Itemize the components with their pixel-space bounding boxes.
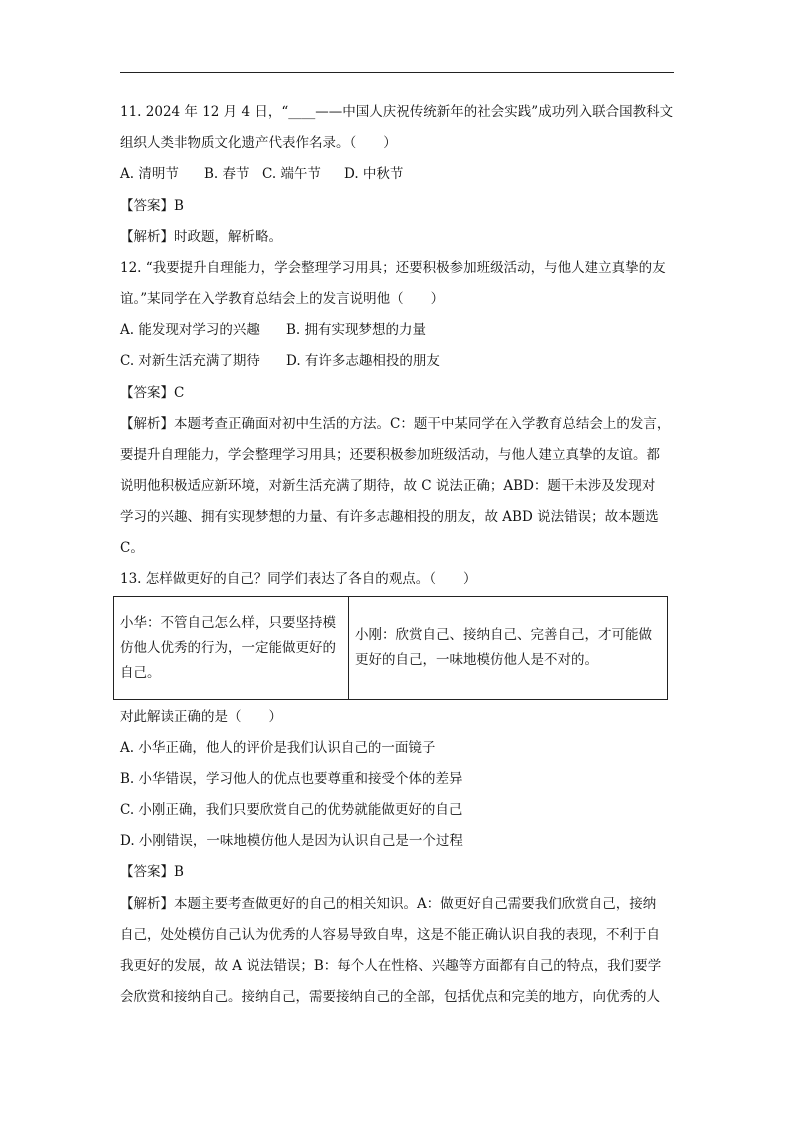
header-rule — [120, 72, 674, 73]
q13-analysis-line4: 会欣赏和接纳自己。接纳自己，需要接纳自己的全部，包括优点和完美的地方，向优秀的人 — [120, 989, 660, 1005]
q12-analysis-line4: 学习的兴趣、拥有实现梦想的力量、有许多志趣相投的朋友，故 ABD 说法错误；故本题选 — [120, 509, 659, 525]
q13-option-d: D. 小刚错误，一味地模仿他人是因为认识自己是一个过程 — [120, 833, 463, 849]
q13-analysis-line1: 【解析】本题主要考查做更好的自己的相关知识。A：做更好自己需要我们欣赏自己，接纳 — [120, 896, 657, 912]
q13-xiaogang-line2: 更好的自己，一味地模仿他人是不对的。 — [355, 652, 598, 668]
q12-analysis-line2: 要提升自理能力，学会整理学习用具；还要积极参加班级活动，与他人建立真挚的友谊。都 — [120, 447, 660, 463]
q12-option-c: C. 对新生活充满了期待 — [120, 353, 260, 369]
q13-xiaohua-line1: 小华：不管自己怎么样，只要坚持模 — [120, 614, 336, 631]
q11-stem-line2: 组织人类非物质文化遗产代表作名录。（ ） — [120, 135, 397, 151]
q13-xiaohua-line3: 自己。 — [120, 664, 161, 681]
q12-option-d: D. 有许多志趣相投的朋友 — [286, 353, 440, 369]
q13-answer: 【答案】B — [120, 864, 184, 880]
q11-option-a: A. 清明节 — [120, 166, 179, 182]
q12-options-row1 — [120, 321, 680, 339]
q12-analysis-line5: C。 — [120, 540, 144, 556]
q13-stem: 13. 怎样做更好的自己？同学们表达了各自的观点。（ ） — [120, 571, 477, 587]
q12-answer: 【答案】C — [120, 385, 185, 401]
q13-option-a: A. 小华正确，他人的评价是我们认识自己的一面镜子 — [120, 740, 436, 756]
q11-analysis: 【解析】时政题，解析略。 — [120, 229, 282, 245]
q11-stem-line1: 11. 2024 年 12 月 4 日，“____——中国人庆祝传统新年的社会实践”成功列入联合国教科文 — [120, 104, 674, 120]
q13-viewpoint-table — [113, 596, 668, 700]
q13-xiaohua-line2: 仿他人优秀的行为，一定能做更好的 — [120, 639, 336, 656]
q12-option-a: A. 能发现对学习的兴趣 — [120, 322, 260, 338]
q11-option-c: C. 端午节 — [262, 166, 321, 182]
q13-xiaogang-cell — [349, 597, 668, 700]
q12-option-b: B. 拥有实现梦想的力量 — [286, 322, 427, 338]
q12-stem-line2: 谊。”某同学在入学教育总结会上的发言说明他（ ） — [120, 291, 445, 307]
q11-option-b: B. 春节 — [204, 166, 250, 182]
q13-analysis-line2: 自己，处处模仿自己认为优秀的人容易导致自卑，这是不能正确认识自我的表现，不利于自 — [120, 927, 660, 943]
q11-options — [120, 165, 680, 183]
q13-xiaohua-cell — [114, 597, 349, 700]
q12-stem-line1: 12. “我要提升自理能力，学会整理学习用具；还要积极参加班级活动，与他人建立真挚的友 — [120, 260, 666, 276]
q12-options-row2 — [120, 352, 680, 370]
q13-option-c: C. 小刚正确，我们只要欣赏自己的优势就能做更好的自己 — [120, 802, 463, 818]
q11-answer: 【答案】B — [120, 198, 184, 214]
q11-option-d: D. 中秋节 — [344, 166, 404, 182]
q13-analysis-line3: 我更好的发展，故 A 说法错误；B：每个人在性格、兴趣等方面都有自己的特点，我们要学 — [120, 958, 662, 974]
q13-option-b: B. 小华错误，学习他人的优点也要尊重和接受个体的差异 — [120, 771, 463, 787]
q13-prompt: 对此解读正确的是（ ） — [120, 709, 282, 725]
q13-xiaogang-line1: 小刚：欣赏自己、接纳自己、完善自己，才可能做 — [355, 627, 652, 643]
q12-analysis-line3: 说明他积极适应新环境，对新生活充满了期待，故 C 说法正确；ABD：题干未涉及发现对 — [120, 478, 656, 494]
q12-analysis-line1: 【解析】本题考查正确面对初中生活的方法。C：题干中某同学在入学教育总结会上的发言， — [120, 416, 671, 432]
